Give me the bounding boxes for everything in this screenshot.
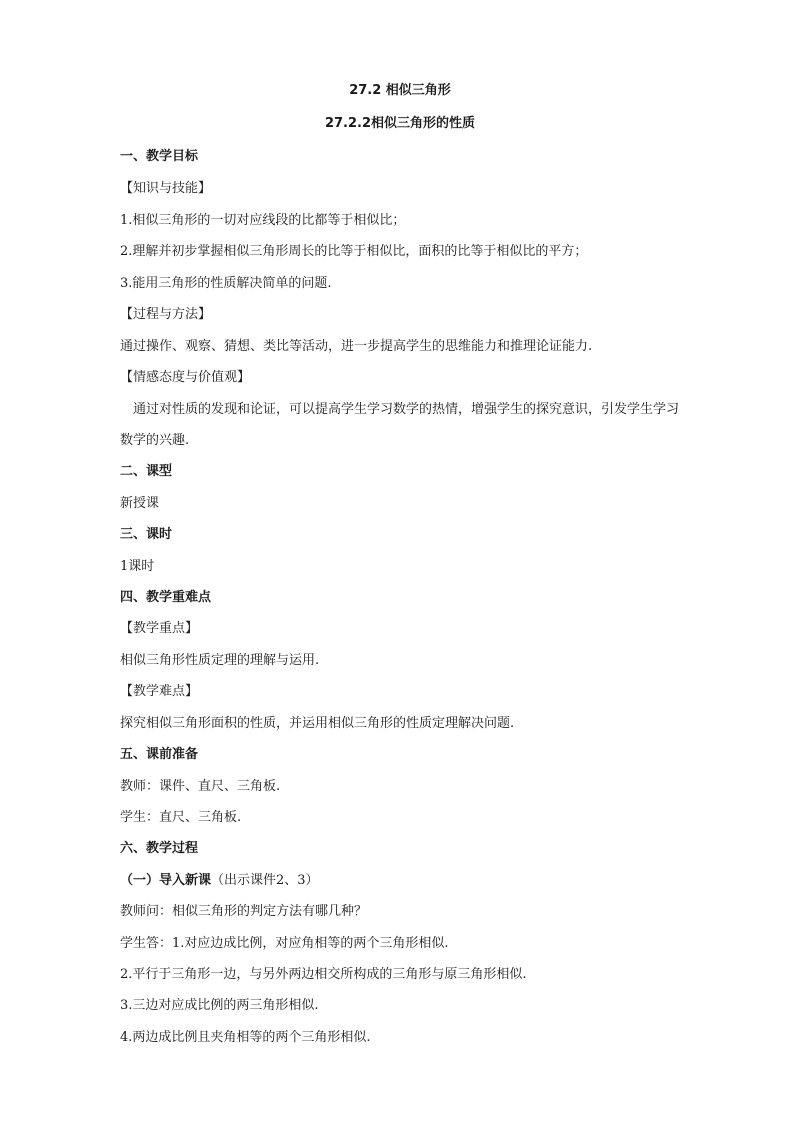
section-heading-process: 六、教学过程 — [120, 841, 199, 856]
objective-item: 1.相似三角形的一切对应线段的比都等于相似比； — [120, 213, 406, 228]
section-heading-hours: 三、课时 — [120, 527, 173, 542]
label-difficult-point: 【教学难点】 — [120, 684, 199, 699]
page-title: 27.2 相似三角形 — [349, 83, 451, 98]
section-heading-key-difficult: 四、教学重难点 — [120, 590, 212, 605]
attitude-text-line1: 通过对性质的发现和论证，可以提高学生学习数学的热情，增强学生的探究意识，引发学生学习 — [133, 402, 680, 417]
label-attitude-values: 【情感态度与价值观】 — [120, 370, 251, 385]
teacher-preparation: 教师：课件、直尺、三角板. — [120, 779, 281, 794]
subsection-intro-note: （出示课件2、3） — [211, 873, 319, 888]
objective-item: 2.理解并初步掌握相似三角形周长的比等于相似比，面积的比等于相似比的平方； — [120, 244, 588, 259]
subsection-intro-title: （一）导入新课 — [120, 873, 212, 888]
attitude-text-line2: 数学的兴趣. — [120, 433, 190, 448]
page-subtitle: 27.2.2相似三角形的性质 — [324, 116, 476, 131]
answer-item: 4.两边成比例且夹角相等的两个三角形相似. — [120, 1030, 371, 1045]
section-heading-preparation: 五、课前准备 — [120, 747, 199, 762]
hours-text: 1课时 — [120, 559, 155, 574]
student-answer: 学生答：1.对应边成比例，对应角相等的两个三角形相似. — [120, 936, 449, 951]
answer-item: 3.三边对应成比例的两三角形相似. — [120, 998, 319, 1013]
course-type-text: 新授课 — [120, 496, 160, 511]
label-process-method: 【过程与方法】 — [120, 307, 212, 322]
process-text: 通过操作、观察、猜想、类比等活动，进一步提高学生的思维能力和推理论证能力. — [120, 339, 593, 354]
difficult-point-text: 探究相似三角形面积的性质，并运用相似三角形的性质定理解决问题. — [120, 716, 515, 731]
student-preparation: 学生：直尺、三角板. — [120, 810, 242, 825]
label-knowledge-skills: 【知识与技能】 — [120, 181, 212, 196]
answer-item: 2.平行于三角形一边，与另外两边相交所构成的三角形与原三角形相似. — [120, 967, 527, 982]
teacher-question: 教师问：相似三角形的判定方法有哪几种？ — [120, 904, 368, 919]
section-heading-course-type: 二、课型 — [120, 464, 173, 479]
subsection-intro — [120, 872, 319, 890]
label-key-point: 【教学重点】 — [120, 621, 199, 636]
objective-item: 3.能用三角形的性质解决简单的问题. — [120, 276, 332, 291]
section-heading-objectives: 一、教学目标 — [120, 149, 199, 164]
key-point-text: 相似三角形性质定理的理解与运用. — [120, 653, 320, 668]
